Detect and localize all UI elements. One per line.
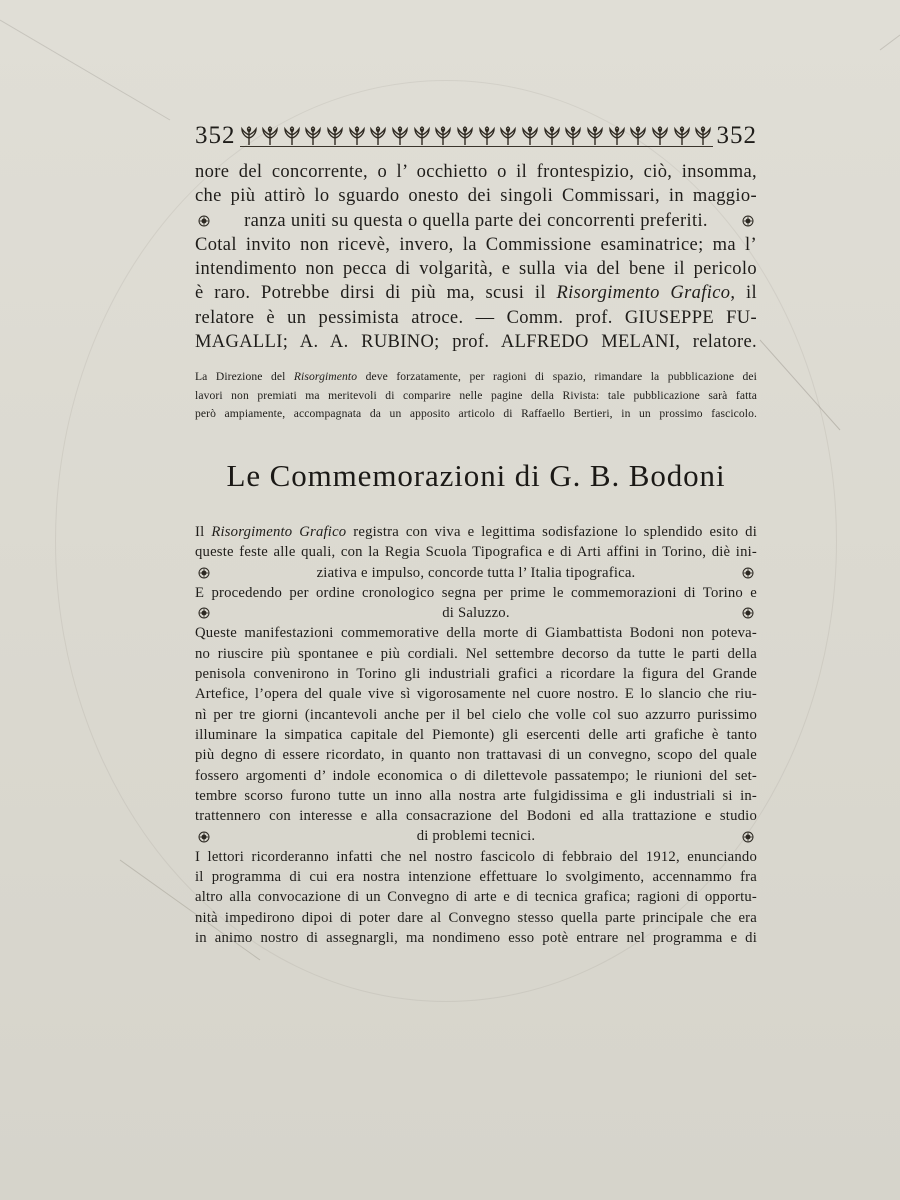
text-line: relatore è un pessimista atroce. — Comm. prof. GIUSEPPE FU- — [195, 307, 757, 328]
rosette-icon — [742, 607, 754, 619]
text-line: Cotal invito non ricevè, invero, la Commissione esaminatrice; ma l’ — [195, 234, 757, 255]
lily-ornament-icon — [586, 126, 604, 146]
text-line: nità impedirono dipoi di poter dare al Convegno stesso quella parte principale che era — [195, 909, 757, 926]
text-line: Artefice, l’opera del quale vive sì vigorosamente nel cuore nostro. E lo slancio che riu- — [195, 686, 757, 703]
lily-ornament-icon — [521, 126, 539, 146]
text-line: illuminare la simpatica capitale del Piemonte) gli esercenti delle arti grafiche è tanto — [195, 726, 757, 743]
rosette-icon — [742, 567, 754, 579]
text-line: nì per tre giorni (incantevoli anche per il bel cielo che volle col suo azzurro purissimo — [195, 706, 757, 723]
text-line: è raro. Potrebbe dirsi di più ma, scusi il Risorgimento Grafico, il — [195, 283, 757, 304]
text-line: altro alla convocazione di un Convegno di arte e di tecnica grafica; ragioni di opportu- — [195, 889, 757, 906]
lily-ornament-icon — [651, 126, 669, 146]
lily-ornament-icon — [694, 126, 712, 146]
lily-ornament-icon — [673, 126, 691, 146]
text-line-ornamented: ziativa e impulso, concorde tutta l’ Italia tipografica. — [195, 563, 757, 583]
lily-ornament-icon — [564, 126, 582, 146]
page-number-left: 352 — [195, 122, 236, 149]
lily-ornament-icon — [261, 126, 279, 146]
lily-ornament-icon — [348, 126, 366, 146]
lily-ornament-icon — [543, 126, 561, 146]
text-line: tembre scorso furono tutte un inno alla nostra arte fulgidissima e gli industriali si in- — [195, 787, 757, 804]
note-line: La Direzione del Risorgimento deve forzatamente, per ragioni di spazio, rimandare la pubblicazione dei — [195, 370, 757, 383]
text-line: Il Risorgimento Grafico registra con viva e legittima sodisfazione lo splendido esito di — [195, 524, 757, 540]
text-line: che più attirò lo sguardo onesto dei singoli Commissari, in maggio- — [195, 186, 757, 207]
text-line: no riuscire più spontanee e più cordiali. Nel settembre decorso da tutte le parti della — [195, 645, 757, 662]
note-line: lavori non premiati ma meritevoli di comparire nelle pagine della Rivista: tale pubblicazione sarà fatta — [195, 388, 757, 402]
lily-ornament-icon — [240, 126, 258, 146]
ornament-border — [240, 122, 713, 147]
note-line: però ampiamente, accompagnata da un apposito articolo di Raffaello Bertieri, in un prossimo fascicolo. — [195, 407, 757, 420]
text-line: queste feste alle quali, con la Regia Scuola Tipografica e di Arti affini in Torino, diè ini- — [195, 544, 757, 561]
rosette-icon — [198, 831, 210, 843]
text-line-ornamented: ranza uniti su questa o quella parte dei concorrenti preferiti. — [195, 209, 757, 233]
lily-ornament-icon — [499, 126, 517, 146]
lily-ornament-icon — [608, 126, 626, 146]
text-line-ornamented: di problemi tecnici. — [195, 826, 757, 846]
lily-ornament-icon — [456, 126, 474, 146]
text-line: fossero argomenti d’ indole economica o di dilettevole passatempo; le riunioni del set- — [195, 767, 757, 784]
italic-title: Risorgimento Grafico — [211, 524, 347, 540]
lily-ornament-icon — [326, 126, 344, 146]
jury-report-paragraph — [195, 160, 757, 354]
page-number-right: 352 — [716, 122, 757, 149]
text-line: MAGALLI; A. A. RUBINO; prof. ALFREDO MELANI, relatore. — [195, 332, 757, 353]
lily-ornament-icon — [391, 126, 409, 146]
text-line: intendimento non pecca di volgarità, e sulla via del bene il pericolo — [195, 259, 757, 280]
lily-ornament-icon — [413, 126, 431, 146]
lily-ornament-icon — [478, 126, 496, 146]
running-header — [195, 118, 757, 150]
rosette-icon — [742, 831, 754, 843]
text-line: penisola convenirono in Torino gli industriali grafici a ricordare la figura del Grande — [195, 666, 757, 683]
text-line: nore del concorrente, o l’ occhietto o il frontespizio, ciò, insomma, — [195, 162, 757, 182]
article-title: Le Commemorazioni di G. B. Bodoni — [226, 458, 726, 493]
rosette-icon — [198, 215, 210, 227]
rosette-icon — [198, 567, 210, 579]
editorial-note — [195, 368, 757, 424]
rosette-icon — [198, 607, 210, 619]
text-line: trattennero con interesse e alla consacrazione del Bodoni ed alla trattazione e studio — [195, 808, 757, 825]
text-line: E procedendo per ordine cronologico segna per prime le commemorazioni di Torino e — [195, 584, 757, 601]
text-line-ornamented: di Saluzzo. — [195, 603, 757, 623]
lily-ornament-icon — [283, 126, 301, 146]
lily-ornament-icon — [369, 126, 387, 146]
article-body — [195, 522, 757, 948]
text-line: il programma di cui era nostra intenzione effettuare lo svolgimento, accennammo fra — [195, 869, 757, 886]
italic-title: Risorgimento Grafico — [556, 283, 731, 304]
text-line: I lettori ricorderanno infatti che nel nostro fascicolo di febbraio del 1912, enunciando — [195, 848, 757, 865]
text-line: più degno di essere ricordato, in quanto non trattavasi di un convegno, scopo del quale — [195, 747, 757, 764]
text-line: in animo nostro di assegnargli, ma nondimeno esso potè entrare nel programma e di — [195, 929, 757, 946]
rosette-icon — [742, 215, 754, 227]
lily-ornament-icon — [629, 126, 647, 146]
lily-ornament-icon — [434, 126, 452, 146]
text-line: Queste manifestazioni commemorative della morte di Giambattista Bodoni non poteva- — [195, 625, 757, 642]
lily-ornament-icon — [304, 126, 322, 146]
